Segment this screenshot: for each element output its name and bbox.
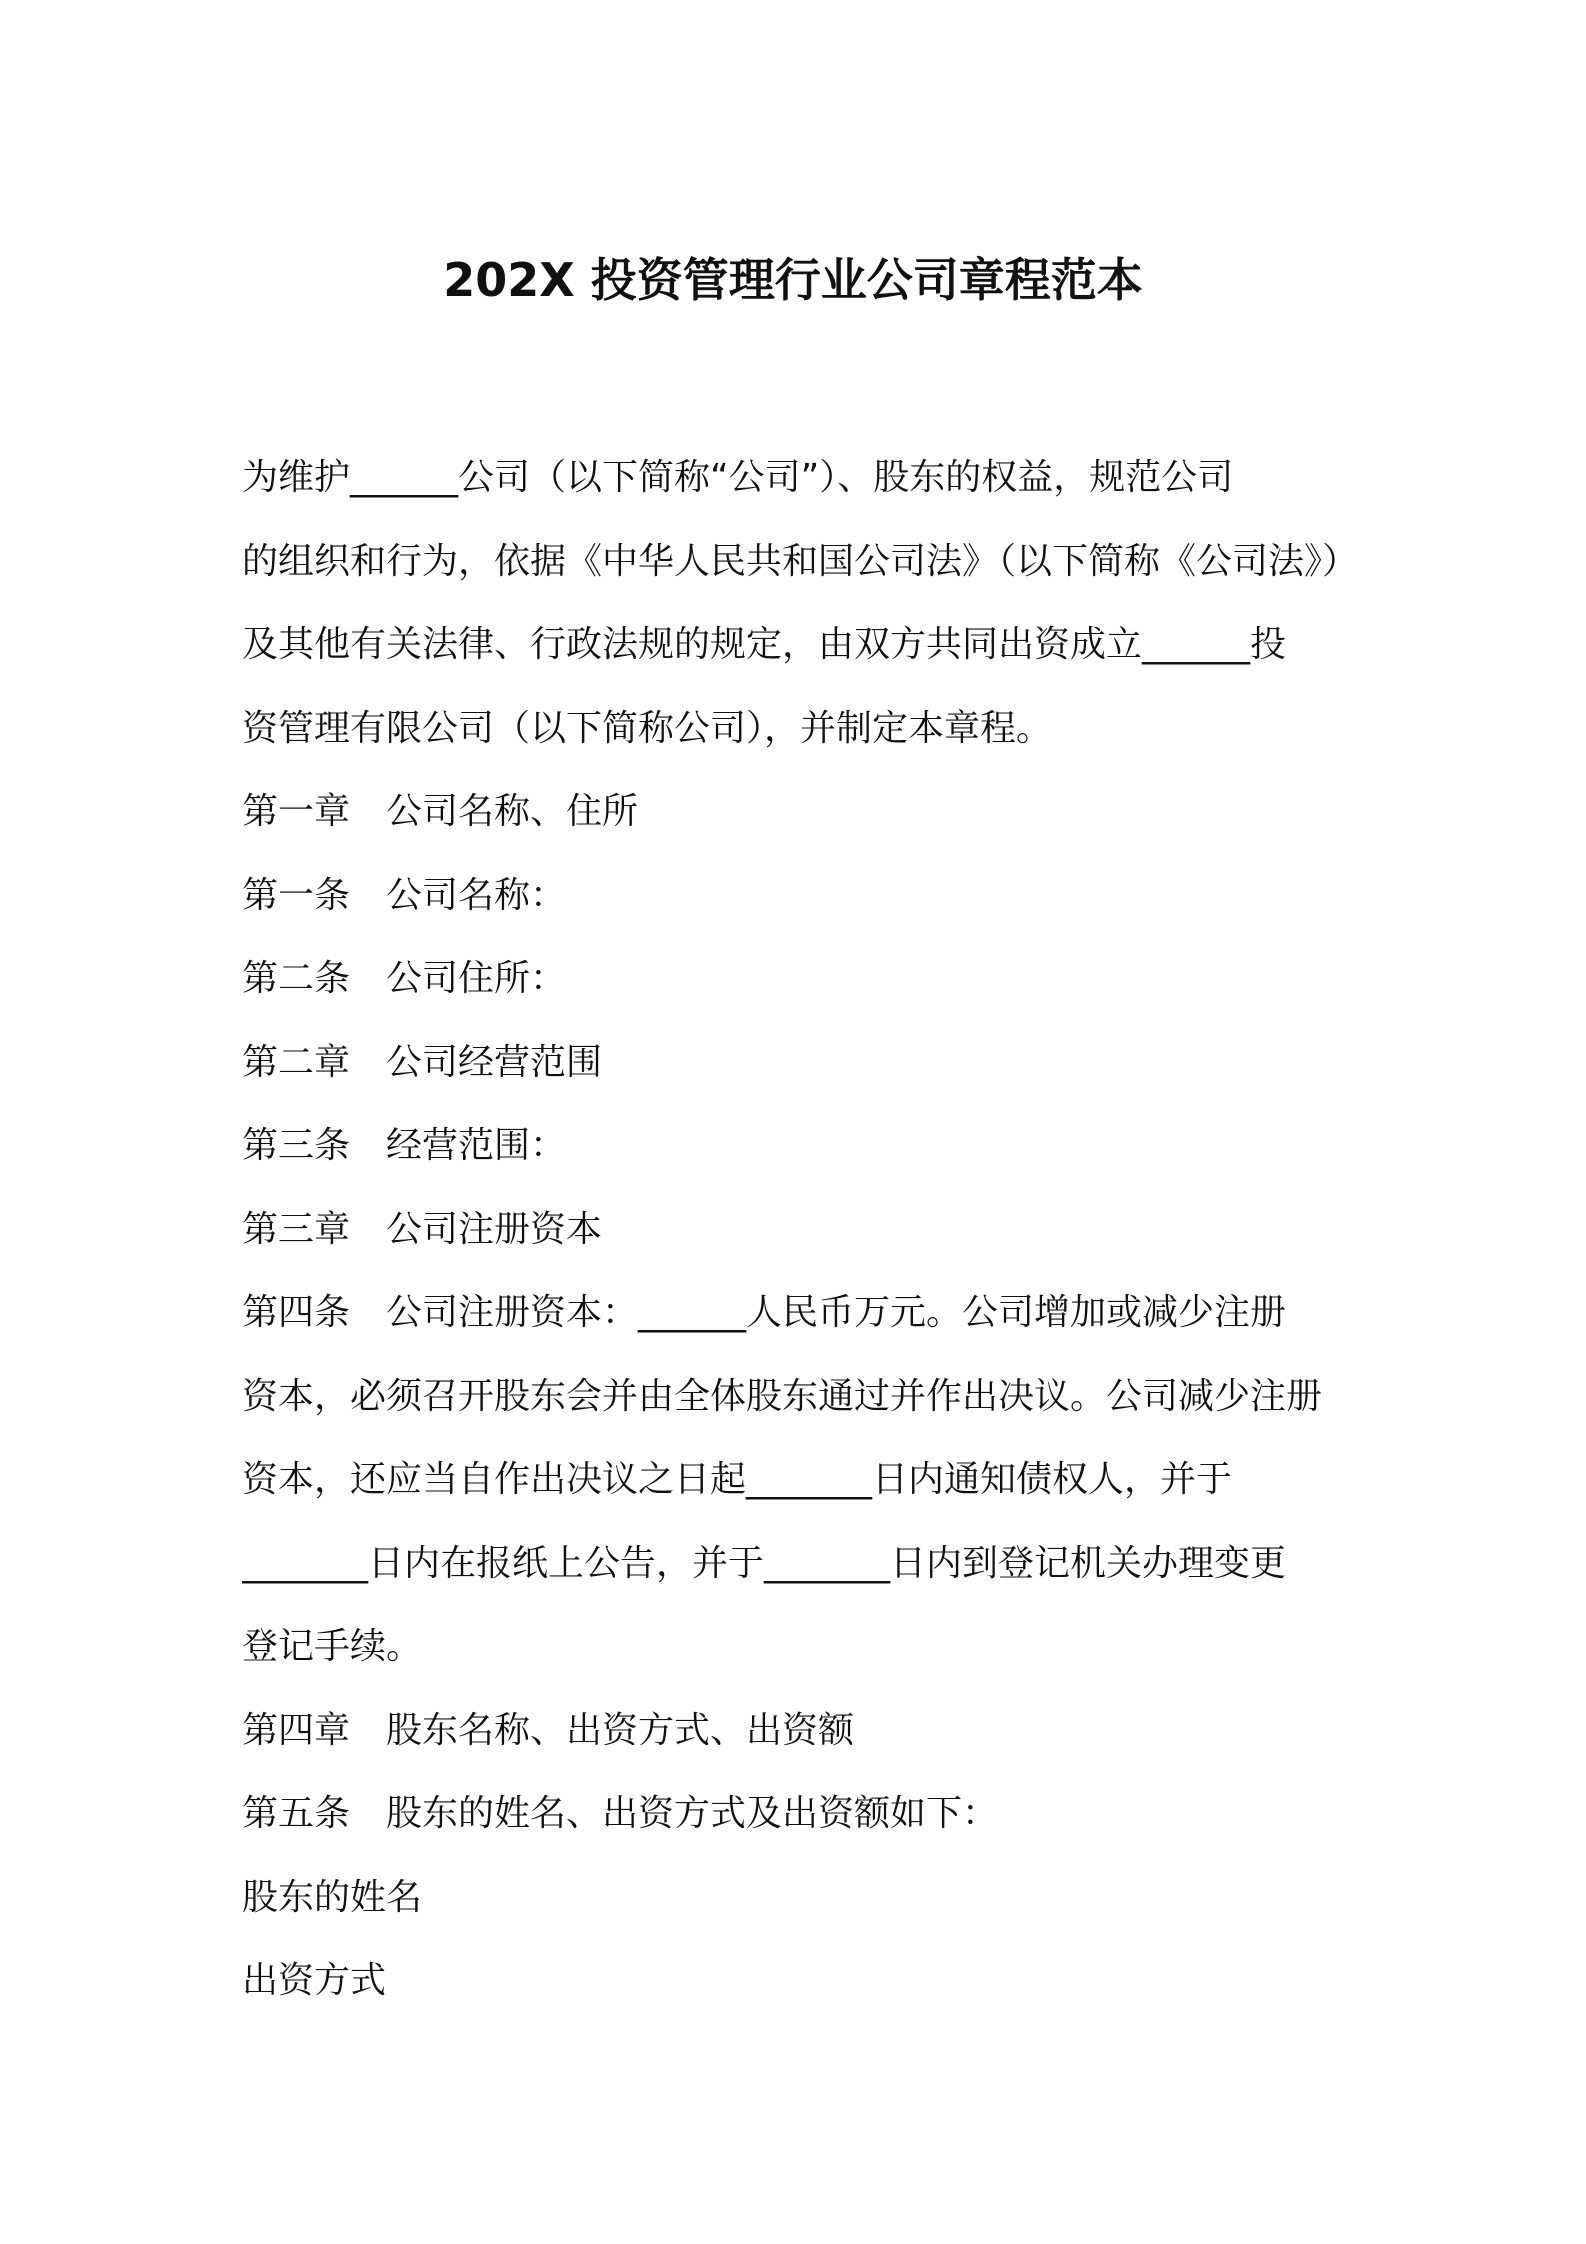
section-text: 股东名称、出资方式、出资额 — [386, 1709, 855, 1751]
chapter-3 — [242, 1200, 1362, 1284]
section-text: 公司注册资本 — [386, 1208, 603, 1250]
section-number: 第一条 — [242, 874, 351, 916]
section-number: 第三条 — [242, 1125, 351, 1166]
preamble-line: 为维护______公司（以下简称“公司”）、股东的权益，规范公司 — [242, 457, 1234, 498]
article-4-line: 资本，必须召开股东会并由全体股东通过并作出决议。公司减少注册 — [242, 1375, 1323, 1417]
section-text: 公司注册资本：______人民币万元。公司增加或减少注册 — [386, 1292, 1287, 1333]
chapter-4 — [242, 1701, 1362, 1785]
chapter-1 — [242, 782, 1362, 866]
shareholder-name-label: 股东的姓名 — [242, 1876, 423, 1918]
section-text: 公司名称、住所 — [386, 791, 639, 832]
section-text: 公司住所： — [386, 958, 567, 999]
preamble-line: 的组织和行为，依据《中华人民共和国公司法》（以下简称《公司法》） — [242, 540, 1359, 582]
document-title: 202X 投资管理行业公司章程范本 — [443, 253, 1143, 307]
document-body — [242, 448, 1362, 2035]
article-4 — [242, 1283, 1362, 1367]
section-number: 第二条 — [242, 958, 351, 999]
article-4-line: 登记手续。 — [242, 1626, 423, 1667]
section-text: 经营范围： — [386, 1125, 567, 1166]
section-number: 第五条 — [242, 1793, 351, 1834]
preamble-line: 及其他有关法律、行政法规的规定，由双方共同出资成立______投 — [242, 624, 1287, 665]
contribution-method-label: 出资方式 — [242, 1960, 387, 2001]
section-number: 第一章 — [242, 791, 351, 832]
section-text: 股东的姓名、出资方式及出资额如下： — [386, 1793, 999, 1834]
article-2 — [242, 949, 1362, 1033]
preamble-line: 资管理有限公司（以下简称公司），并制定本章程。 — [242, 707, 1053, 749]
article-4-line: 资本，还应当自作出决议之日起_______日内通知债权人，并于 — [242, 1459, 1233, 1500]
article-3 — [242, 1116, 1362, 1200]
article-4-line: _______日内在报纸上公告，并于_______日内到登记机关办理变更 — [242, 1542, 1287, 1584]
section-number: 第四章 — [242, 1709, 351, 1751]
article-5 — [242, 1784, 1362, 1868]
section-number: 第三章 — [242, 1208, 351, 1250]
section-text: 公司名称： — [386, 874, 567, 916]
section-text: 公司经营范围 — [386, 1041, 603, 1083]
article-1 — [242, 866, 1362, 950]
chapter-2 — [242, 1033, 1362, 1117]
section-number: 第二章 — [242, 1041, 351, 1083]
section-number: 第四条 — [242, 1292, 351, 1333]
